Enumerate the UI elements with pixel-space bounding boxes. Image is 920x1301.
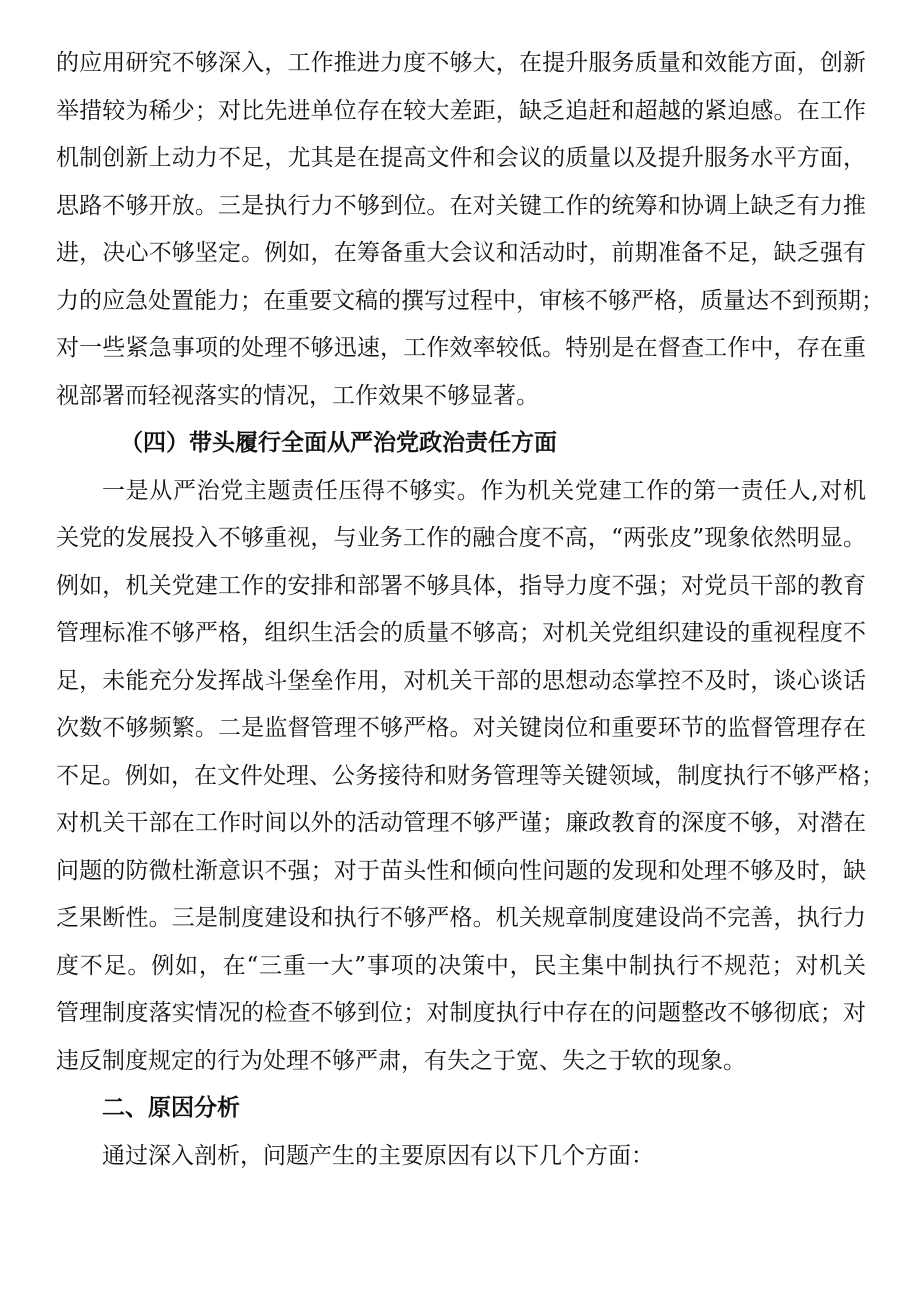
text-line: 乏果断性。三是制度建设和执行不够严格。机关规章制度建设尚不完善，执行力	[56, 905, 866, 931]
paragraph-party-responsibility	[56, 468, 884, 1086]
text-line: 进，决心不够坚定。例如，在筹备重大会议和活动时，前期准备不足，缺乏强有	[56, 240, 866, 266]
section-heading-4: （四）带头履行全面从严治党政治责任方面	[120, 430, 557, 456]
paragraph-problems-continued	[56, 40, 884, 420]
section-heading-cause-analysis: 二、原因分析	[102, 1095, 240, 1121]
text-line: 视部署而轻视落实的情况，工作效果不够显著。	[56, 382, 539, 409]
text-line: 问题的防微杜渐意识不强；对于苗头性和倾向性问题的发现和处理不够及时，缺	[56, 857, 866, 884]
text-line: 举措较为稀少；对比先进单位存在较大差距，缺乏追赶和超越的紧迫感。在工作	[56, 97, 866, 124]
text-line: 管理制度落实情况的检查不够到位；对制度执行中存在的问题整改不够彻底；对	[56, 1000, 866, 1026]
text-line: 通过深入剖析，问题产生的主要原因有以下几个方面：	[102, 1142, 654, 1169]
text-line: 关党的发展投入不够重视，与业务工作的融合度不高，“两张皮”现象依然明显。	[56, 525, 866, 551]
text-line: 例如，机关党建工作的安排和部署不够具体，指导力度不强；对党员干部的教育	[56, 572, 866, 599]
text-line: 足，未能充分发挥战斗堡垒作用，对机关干部的思想动态掌控不及时，谈心谈话	[56, 667, 866, 694]
text-line: 思路不够开放。三是执行力不够到位。在对关键工作的统筹和协调上缺乏有力推	[56, 192, 866, 219]
paragraph-cause-intro	[56, 1133, 866, 1181]
document-page	[56, 40, 884, 1180]
text-line: 不足。例如，在文件处理、公务接待和财务管理等关键领域，制度执行不够严格；	[56, 762, 884, 789]
text-line: 度不足。例如，在“三重一大”事项的决策中，民主集中制执行不规范；对机关	[56, 952, 866, 979]
text-line: 违反制度规定的行为处理不够严肃，有失之于宽、失之于软的现象。	[56, 1047, 746, 1074]
text-line: 机制创新上动力不足，尤其是在提高文件和会议的质量以及提升服务水平方面，	[56, 145, 866, 171]
text-line: 管理标准不够严格，组织生活会的质量不够高；对机关党组织建设的重视程度不	[56, 620, 866, 646]
text-line: 对一些紧急事项的处理不够迅速，工作效率较低。特别是在督查工作中，存在重	[56, 335, 866, 361]
text-line: 的应用研究不够深入，工作推进力度不够大，在提升服务质量和效能方面，创新	[56, 50, 866, 76]
text-line: 次数不够频繁。二是监督管理不够严格。对关键岗位和重要环节的监督管理存在	[56, 715, 866, 741]
text-line: 对机关干部在工作时间以外的活动管理不够严谨；廉政教育的深度不够，对潜在	[56, 810, 866, 836]
text-line: 一是从严治党主题责任压得不够实。作为机关党建工作的第一责任人,对机	[102, 477, 866, 504]
text-line: 力的应急处置能力；在重要文稿的撰写过程中，审核不够严格，质量达不到预期；	[56, 287, 884, 314]
